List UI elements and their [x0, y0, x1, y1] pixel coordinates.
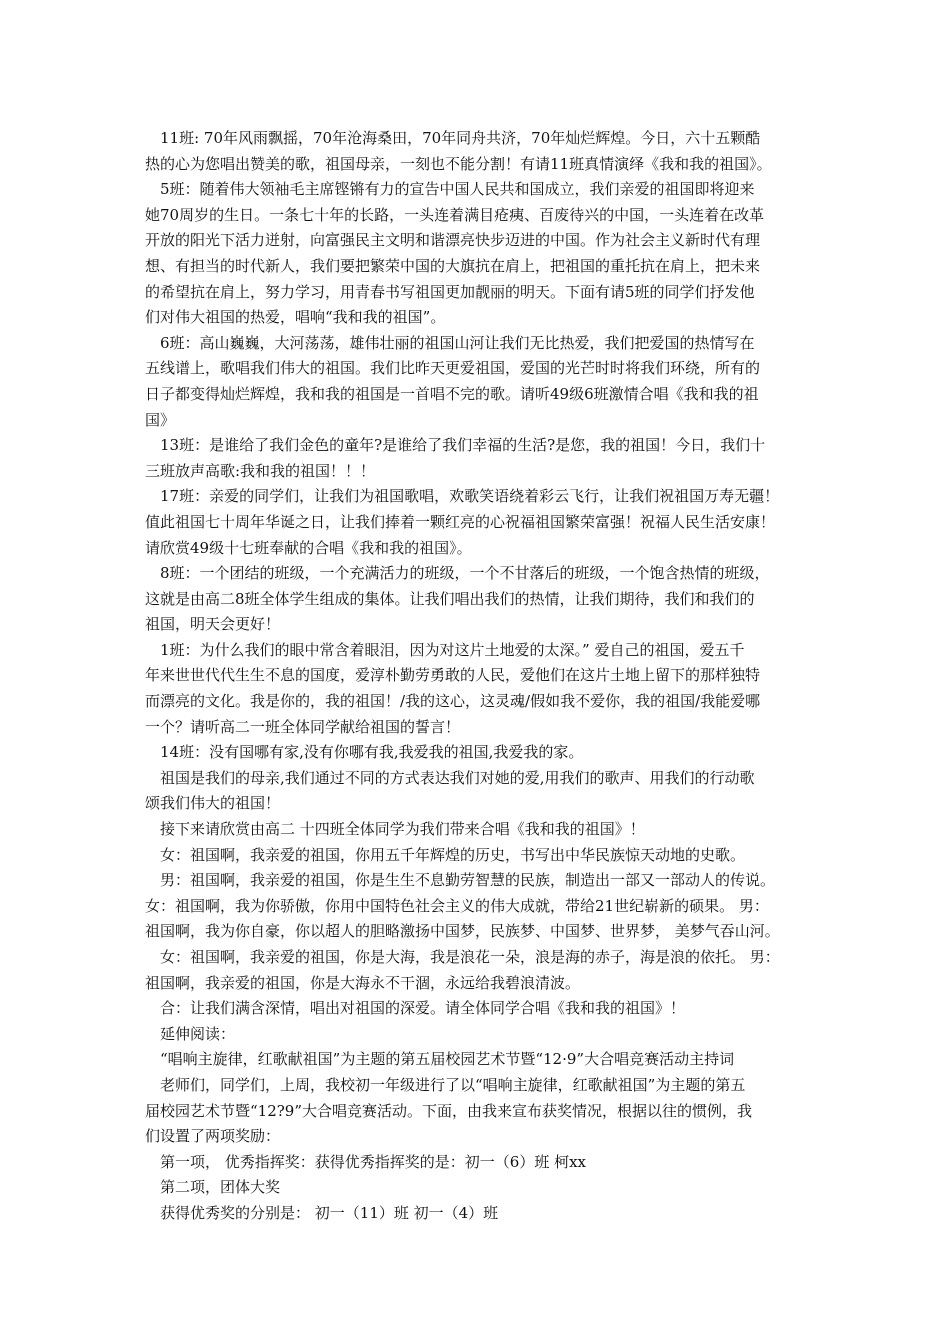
text-line: 14班：没有国哪有家,没有你哪有我,我爱我的祖国,我爱我的家。: [145, 743, 584, 762]
text-line: 接下来请欣赏由高二 十四班全体同学为我们带来合唱《我和我的祖国》！: [145, 820, 645, 839]
text-line: 值此祖国七十周年华诞之日，让我们捧着一颗红亮的心祝福祖国繁荣富强！祝福人民生活安康！: [145, 512, 776, 531]
text-line: 老师们，同学们，上周，我校初一年级进行了以“唱响主旋律，红歌献祖国”为主题的第五: [145, 1075, 746, 1094]
text-line: 日子都变得灿烂辉煌，我和我的祖国是一首唱不完的歌。请听49级6班激情合唱《我和我的祖: [145, 384, 759, 403]
text-line: 女：祖国啊，我亲爱的祖国，你是大海，我是浪花一朵，浪是海的赤子，海是浪的依托。 男：: [145, 948, 780, 966]
text-line: 5班：随着伟大领袖毛主席铿锵有力的宣告中国人民共和国成立，我们亲爱的祖国即将迎来: [145, 180, 755, 199]
text-line: 第一项， 优秀指挥奖：获得优秀指挥奖的是：初一（6）班 柯xx: [145, 1152, 587, 1171]
text-line: 祖国，明天会更好！: [145, 615, 281, 634]
text-line: 一个？请听高二一班全体同学献给祖国的誓言！: [145, 717, 461, 736]
text-line: 热的心为您唱出赞美的歌，祖国母亲，一刻也不能分割！有请11班真情演绎《我和我的祖国》。: [145, 154, 772, 173]
text-line: 8班：一个团结的班级，一个充满活力的班级，一个不甘落后的班级，一个饱含热情的班级，: [145, 564, 770, 583]
text-line: 们设置了两项奖励：: [145, 1127, 281, 1146]
text-line: 第二项，团体大奖: [145, 1178, 281, 1197]
text-line: 延伸阅读：: [145, 1024, 236, 1043]
text-line: 1班：为什么我们的眼中常含着眼泪，因为对这片土地爱的太深。” 爱自己的祖国，爱五千: [145, 640, 745, 659]
text-line: 届校园艺术节暨“12?9”大合唱竞赛活动。下面，由我来宣布获奖情况，根据以往的惯例，我: [145, 1101, 753, 1120]
text-line: 她70周岁的生日。一条七十年的长路，一头连着满目疮痍、百废待兴的中国，一头连着在改革: [145, 205, 765, 224]
text-line: 请欣赏49级十七班奉献的合唱《我和我的祖国》。: [145, 538, 472, 557]
text-line: 男：祖国啊，我亲爱的祖国，你是生生不息勤劳智慧的民族，制造出一部又一部动人的传说。: [145, 871, 776, 890]
text-line: 获得优秀奖的分别是： 初一（11）班 初一（4）班: [145, 1203, 499, 1222]
text-line: 祖国是我们的母亲,我们通过不同的方式表达我们对她的爱,用我们的歌声、用我们的行动歌: [145, 768, 755, 787]
text-line: 祖国啊，我为你自豪，你以超人的胆略激扬中国梦，民族梦、中国梦、世界梦， 美梦气吞山河。: [145, 922, 780, 941]
text-line: 13班：是谁给了我们金色的童年?是谁给了我们幸福的生活?是您，我的祖国！今日，我们十: [145, 436, 766, 455]
text-line: 而漂亮的文化。我是你的，我的祖国！/我的这心，这灵魂/假如我不爱你，我的祖国/我能爱哪: [145, 692, 761, 711]
text-line: 6班：高山巍巍，大河荡荡，雄伟壮丽的祖国山河让我们无比热爱，我们把爱国的热情写在: [145, 333, 755, 352]
text-line: 11班: 70年风雨飘摇，70年沧海桑田，70年同舟共济，70年灿烂辉煌。今日，六十五颗酷: [145, 129, 761, 147]
text-line: 国》: [145, 410, 176, 429]
text-line: 17班：亲爱的同学们，让我们为祖国歌唱，欢歌笑语绕着彩云飞行，让我们祝祖国万寿无疆！: [145, 487, 780, 506]
text-line: 女：祖国啊，我为你骄傲，你用中国特色社会主义的伟大成就，带给21世纪崭新的硕果。 男：: [145, 896, 769, 915]
text-line: 的希望抗在肩上，努力学习，用青春书写祖国更加靓丽的明天。下面有请5班的同学们抒发他: [145, 282, 755, 301]
text-line: 这就是由高二8班全体学生组成的集体。让我们唱出我们的热情，让我们期待，我们和我们的: [145, 589, 755, 608]
text-line: “唱响主旋律，红歌献祖国”为主题的第五届校园艺术节暨“12·9”大合唱竞赛活动主持词: [145, 1050, 735, 1069]
text-line: 祖国啊，我亲爱的祖国，你是大海永不干涸，永远给我碧浪清波。: [145, 973, 581, 992]
text-line: 想、有担当的时代新人，我们要把繁荣中国的大旗抗在肩上，把祖国的重托抗在肩上，把未来: [145, 256, 761, 275]
text-line: 合：让我们满含深情，唱出对祖国的深爱。请全体同学合唱《我和我的祖国》！: [145, 999, 686, 1018]
document-body: [145, 126, 817, 1227]
text-line: 们对伟大祖国的热爱，唱响“我和我的祖国”。: [145, 308, 446, 327]
text-line: 三班放声高歌:我和我的祖国！！！: [145, 461, 376, 480]
text-line: 开放的阳光下活力迸射，向富强民主文明和谐漂亮快步迈进的中国。作为社会主义新时代有理: [145, 231, 761, 250]
text-line: 年来世世代代生生不息的国度，爱淳朴勤劳勇敢的人民，爱他们在这片土地上留下的那样独特: [145, 666, 761, 685]
text-line: 五线谱上，歌唱我们伟大的祖国。我们比昨天更爱祖国，爱国的光芒时时将我们环绕，所有的: [145, 359, 761, 378]
text-line: 颂我们伟大的祖国！: [145, 794, 281, 813]
text-line: 女：祖国啊，我亲爱的祖国，你用五千年辉煌的历史，书写出中华民族惊天动地的史歌。: [145, 845, 746, 864]
